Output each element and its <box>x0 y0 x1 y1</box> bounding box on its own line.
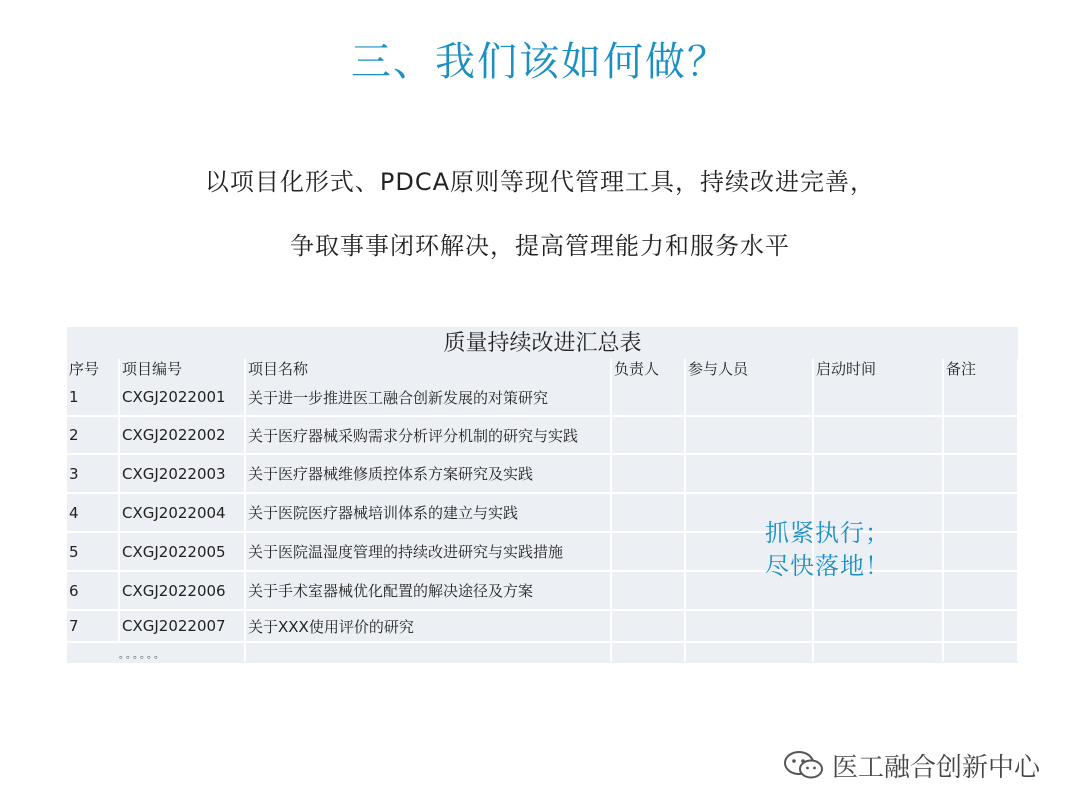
row-seq: 5 <box>67 532 119 571</box>
row-start-time <box>813 416 943 454</box>
header-seq: 序号 <box>67 359 119 379</box>
row-name: 关于手术室器械优化配置的解决途径及方案 <box>245 571 611 610</box>
row-start-time <box>813 642 943 661</box>
header-name: 项目名称 <box>245 359 611 379</box>
page-title: 三、我们该如何做？ <box>351 39 729 85</box>
header-owner: 负责人 <box>611 359 685 379</box>
row-remarks <box>943 642 1018 661</box>
row-code: CXGJ2022003 <box>119 454 245 493</box>
row-name: 关于医院医疗器械培训体系的建立与实践 <box>245 493 611 532</box>
header-code: 项目编号 <box>119 359 245 379</box>
row-owner <box>611 416 685 454</box>
header-remarks: 备注 <box>943 359 1018 379</box>
row-remarks <box>943 493 1018 532</box>
row-code: CXGJ2022001 <box>119 379 245 416</box>
table-header-row <box>67 359 1018 379</box>
callout-text <box>765 517 890 583</box>
row-owner <box>611 571 685 610</box>
row-seq: 3 <box>67 454 119 493</box>
row-owner <box>611 379 685 416</box>
row-members <box>685 642 813 661</box>
row-name: 关于医疗器械采购需求分析评分机制的研究与实践 <box>245 416 611 454</box>
row-seq: 6 <box>67 571 119 610</box>
row-name: 关于XXX使用评价的研究 <box>245 610 611 642</box>
row-name <box>245 642 611 661</box>
row-seq: 7 <box>67 610 119 642</box>
watermark-text: 医工融合创新中心 <box>832 752 1041 783</box>
row-name: 关于医疗器械维修质控体系方案研究及实践 <box>245 454 611 493</box>
row-owner <box>611 610 685 642</box>
row-seq: 2 <box>67 416 119 454</box>
row-code: CXGJ2022005 <box>119 532 245 571</box>
row-remarks <box>943 571 1018 610</box>
improvement-summary-table <box>67 327 1018 663</box>
table-row <box>67 379 1018 416</box>
row-remarks <box>943 379 1018 416</box>
row-owner <box>611 454 685 493</box>
table-row-continuation <box>67 642 1018 661</box>
continuation-dots: 。。。。。。 <box>67 642 245 661</box>
row-remarks <box>943 416 1018 454</box>
callout-line-2: 尽快落地！ <box>765 552 890 580</box>
wechat-icon <box>782 750 826 780</box>
row-code: CXGJ2022002 <box>119 416 245 454</box>
summary-table <box>67 359 1019 661</box>
subtitle-line-2: 争取事事闭环解决，提高管理能力和服务水平 <box>290 232 790 260</box>
row-members <box>685 416 813 454</box>
row-code: CXGJ2022004 <box>119 493 245 532</box>
row-members <box>685 379 813 416</box>
row-members <box>685 610 813 642</box>
row-seq: 1 <box>67 379 119 416</box>
row-owner <box>611 532 685 571</box>
header-start-time: 启动时间 <box>813 359 943 379</box>
callout-line-1: 抓紧执行； <box>765 519 890 547</box>
row-remarks <box>943 610 1018 642</box>
row-remarks <box>943 454 1018 493</box>
row-code: CXGJ2022007 <box>119 610 245 642</box>
table-row <box>67 610 1018 642</box>
row-code: CXGJ2022006 <box>119 571 245 610</box>
row-owner <box>611 493 685 532</box>
watermark <box>782 748 1040 782</box>
table-caption: 质量持续改进汇总表 <box>443 331 642 356</box>
table-row <box>67 454 1018 493</box>
subtitle-line-1: 以项目化形式、PDCA原则等现代管理工具，持续改进完善， <box>204 168 876 196</box>
row-name: 关于医院温湿度管理的持续改进研究与实践措施 <box>245 532 611 571</box>
row-owner <box>611 642 685 661</box>
row-seq: 4 <box>67 493 119 532</box>
row-start-time <box>813 454 943 493</box>
row-remarks <box>943 532 1018 571</box>
row-start-time <box>813 610 943 642</box>
table-row <box>67 416 1018 454</box>
header-members: 参与人员 <box>685 359 813 379</box>
row-start-time <box>813 379 943 416</box>
row-members <box>685 454 813 493</box>
row-name: 关于进一步推进医工融合创新发展的对策研究 <box>245 379 611 416</box>
